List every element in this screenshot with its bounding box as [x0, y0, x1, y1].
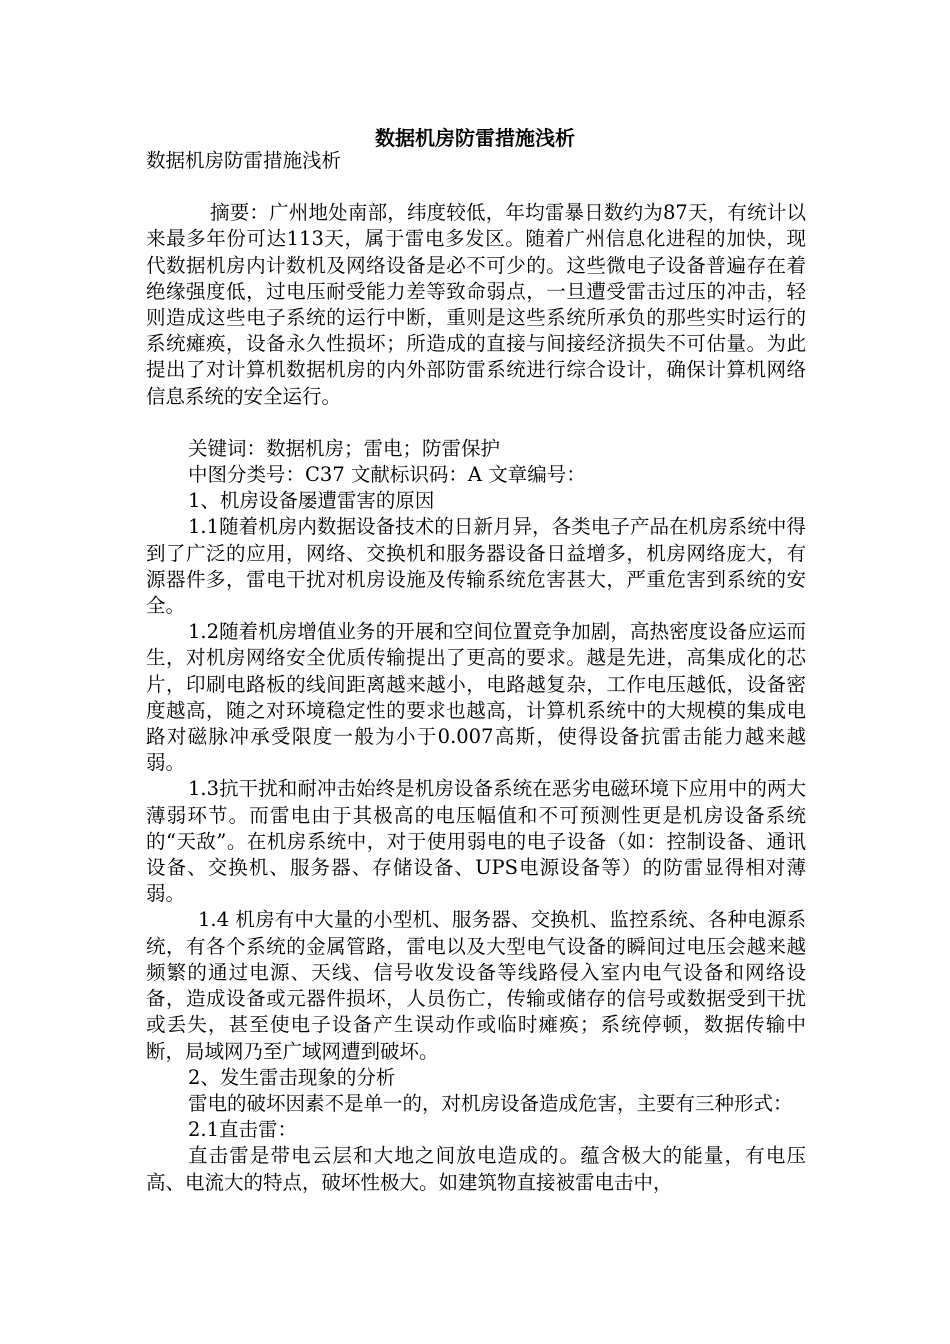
paragraph-2-1: 直击雷是带电云层和大地之间放电造成的。蕴含极大的能量，有电压高、电流大的特点，破坏性极大。如建筑物直接被雷电击中，	[146, 1144, 806, 1194]
keywords-line: 关键词：数据机房；雷电；防雷保护	[188, 436, 501, 460]
paragraph-1-1: 1.1随着机房内数据设备技术的日新月异，各类电子产品在机房系统中得到了广泛的应用，网络、交换机和服务器设备日益增多，机房网络庞大，有源器件多，雷电干扰对机房设施及传输系统危害甚大，严重危害到系统的安全。	[146, 515, 806, 618]
classification-line: 中图分类号：C37 文献标识码：A 文章编号：	[188, 463, 586, 487]
section-2-heading: 2、发生雷击现象的分析	[188, 1065, 396, 1089]
section-1-heading: 1、机房设备屡遭雷害的原因	[188, 489, 435, 513]
document-title: 数据机房防雷措施浅析	[375, 126, 575, 150]
document-body	[146, 148, 806, 1196]
document-subtitle: 数据机房防雷措施浅析	[146, 149, 342, 172]
paragraph-1-3: 1.3抗干扰和耐冲击始终是机房设备系统在恶劣电磁环境下应用中的两大薄弱环节。而雷电由于其极高的电压幅值和不可预测性更是机房设备系统的“天敌”。在机房系统中，对于使用弱电的电子设备（如：控制设备、通讯设备、交换机、服务器、存储设备、UPS电源设备等）的防雷显得相对薄弱。	[146, 777, 806, 906]
section-2-1-heading: 2.1直击雷：	[188, 1118, 298, 1142]
paragraph-2-intro: 雷电的破坏因素不是单一的，对机房设备造成危害，主要有三种形式：	[188, 1091, 793, 1115]
abstract-paragraph: 摘要：广州地处南部，纬度较低，年均雷暴日数约为87天，有统计以来最多年份可达113天，属于雷电多发区。随着广州信息化进程的加快，现代数据机房内计数机及网络设备是必不可少的。这些微电子设备普遍存在着绝缘强度低，过电压耐受能力差等致命弱点，一旦遭受雷击过压的冲击，轻则造成这些电子系统的运行中断，重则是这些系统所承负的那些实时运行的系统瘫痪，设备永久性损坏；所造成的直接与间接经济损失不可估量。为此提出了对计算机数据机房的内外部防雷系统进行综合设计，确保计算机网络信息系统的安全运行。	[146, 201, 806, 408]
paragraph-1-2: 1.2随着机房增值业务的开展和空间位置竞争加剧，高热密度设备应运而生，对机房网络安全优质传输提出了更高的要求。越是先进，高集成化的芯片，印刷电路板的线间距离越来越小，电路越复杂，工作电压越低，设备密度越高，随之对环境稳定性的要求也越高，计算机系统中的大规模的集成电路对磁脉冲承受限度一般为小于0.007高斯，使得设备抗雷击能力越来越弱。	[146, 620, 806, 775]
paragraph-1-4: 1.4 机房有中大量的小型机、服务器、交换机、监控系统、各种电源系统，有各个系统的金属管路，雷电以及大型电气设备的瞬间过电压会越来越频繁的通过电源、天线、信号收发设备等线路侵入室内电气设备和网络设备，造成设备或元器件损坏，人员伤亡，传输或储存的信号或数据受到干扰或丢失，甚至使电子设备产生误动作或临时瘫痪；系统停顿，数据传输中断，局域网乃至广域网遭到破坏。	[146, 908, 806, 1063]
